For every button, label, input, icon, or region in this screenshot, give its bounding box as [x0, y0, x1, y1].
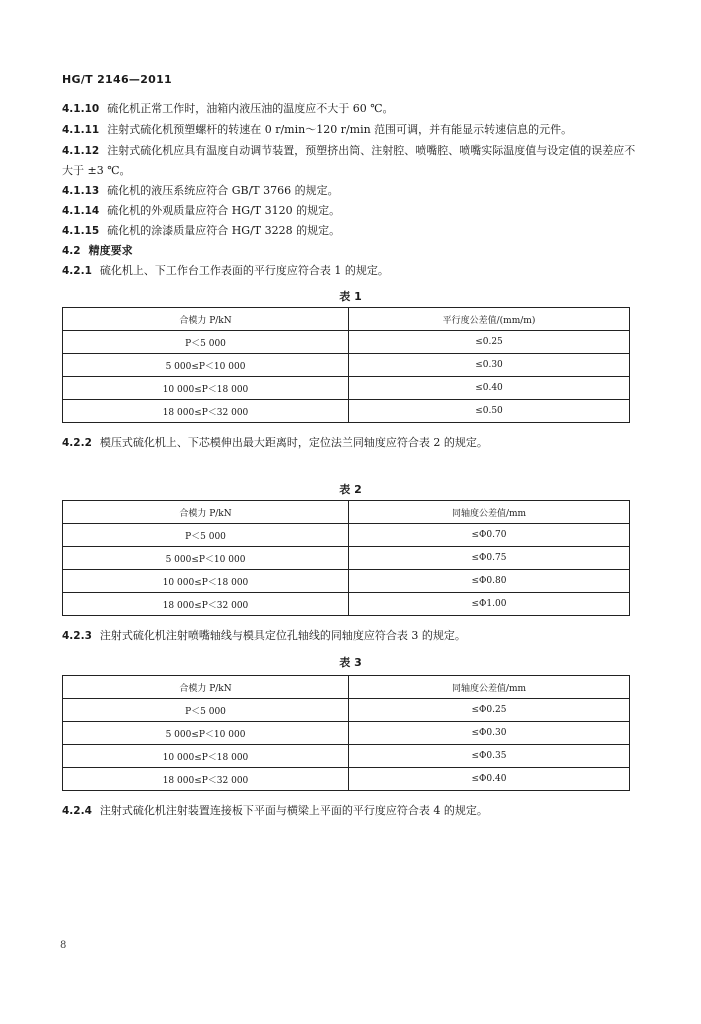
- clause-text: 硫化机正常工作时，油箱内液压油的温度应不大于 60 ℃。: [107, 102, 394, 115]
- table-cell: ≤Φ0.35: [349, 745, 630, 768]
- clause-number: 4.1.15: [62, 225, 100, 237]
- table-cell: ≤Φ1.00: [349, 593, 630, 616]
- clause-4-2-2: [62, 433, 637, 453]
- table-1-caption: 表 1: [339, 290, 362, 303]
- clause-4-1-10: [62, 99, 637, 119]
- table-cell: P＜5 000: [63, 331, 349, 354]
- clause-number: 4.2.1: [62, 265, 92, 277]
- table-cell: ≤Φ0.40: [349, 768, 630, 791]
- table-cell: P＜5 000: [63, 699, 349, 722]
- table-cell: ≤Φ0.30: [349, 722, 630, 745]
- header-cell: 合模力 P/kN: [63, 676, 349, 699]
- clause-4-2-3: [62, 626, 637, 646]
- table-cell: 10 000≤P＜18 000: [63, 377, 349, 400]
- clause-number: 4.1.12: [62, 145, 100, 157]
- table-cell: 10 000≤P＜18 000: [63, 745, 349, 768]
- table-2: [62, 500, 630, 616]
- table-cell: 10 000≤P＜18 000: [63, 570, 349, 593]
- table-row: [63, 400, 630, 423]
- table-cell: 18 000≤P＜32 000: [63, 400, 349, 423]
- table-cell: P＜5 000: [63, 524, 349, 547]
- clause-number: 4.2: [62, 245, 81, 257]
- table-cell: ≤Φ0.70: [349, 524, 630, 547]
- table-header-row: [63, 308, 630, 331]
- clause-number: 4.2.3: [62, 630, 92, 642]
- table-cell: 18 000≤P＜32 000: [63, 593, 349, 616]
- table-cell: 5 000≤P＜10 000: [63, 354, 349, 377]
- clause-text: 硫化机上、下工作台工作表面的平行度应符合表 1 的规定。: [99, 264, 389, 277]
- clause-number: 4.2.2: [62, 437, 92, 449]
- clause-text: 模压式硫化机上、下芯模伸出最大距离时，定位法兰同轴度应符合表 2 的规定。: [99, 436, 488, 449]
- table-cell: ≤0.30: [349, 354, 630, 377]
- header-cell: 同轴度公差值/mm: [349, 676, 630, 699]
- table-cell: 18 000≤P＜32 000: [63, 768, 349, 791]
- table-row: [63, 377, 630, 400]
- table-row: [63, 524, 630, 547]
- clause-4-1-15: [62, 221, 637, 241]
- clause-4-2-1: [62, 261, 637, 281]
- table-3: [62, 675, 630, 791]
- table-header-row: [63, 676, 630, 699]
- section-4-2: [62, 241, 637, 261]
- clause-text: 注射式硫化机应具有温度自动调节装置，预塑挤出筒、注射腔、喷嘴腔、喷嘴实际温度值与设定值的误差应不大于 ±3 ℃。: [62, 144, 636, 177]
- table-1: [62, 307, 630, 423]
- table-row: [63, 768, 630, 791]
- clause-number: 4.1.10: [62, 103, 100, 115]
- clause-text: 注射式硫化机注射装置连接板下平面与横梁上平面的平行度应符合表 4 的规定。: [99, 804, 488, 817]
- table-3-caption: 表 3: [339, 656, 362, 669]
- table-header-row: [63, 501, 630, 524]
- table-cell: ≤0.50: [349, 400, 630, 423]
- header-cell: 平行度公差值/(mm/m): [349, 308, 630, 331]
- table-cell: 5 000≤P＜10 000: [63, 547, 349, 570]
- table-cell: 5 000≤P＜10 000: [63, 722, 349, 745]
- table-cell: ≤0.25: [349, 331, 630, 354]
- clause-number: 4.1.14: [62, 205, 100, 217]
- table-cell: ≤0.40: [349, 377, 630, 400]
- clause-4-1-12: [62, 141, 637, 180]
- table-row: [63, 331, 630, 354]
- table-row: [63, 722, 630, 745]
- table-cell: ≤Φ0.25: [349, 699, 630, 722]
- table-row: [63, 699, 630, 722]
- clause-text: 硫化机的涂漆质量应符合 HG/T 3228 的规定。: [107, 224, 341, 237]
- document-header: HG/T 2146—2011: [62, 73, 173, 86]
- table-cell: ≤Φ0.75: [349, 547, 630, 570]
- table-row: [63, 745, 630, 768]
- clause-text: 注射式硫化机预塑螺杆的转速在 0 r/min～120 r/min 范围可调，并有能显示转速信息的元件。: [107, 123, 573, 136]
- clause-text: 注射式硫化机注射喷嘴轴线与模具定位孔轴线的同轴度应符合表 3 的规定。: [99, 629, 466, 642]
- clause-4-1-14: [62, 201, 637, 221]
- header-cell: 合模力 P/kN: [63, 501, 349, 524]
- table-row: [63, 570, 630, 593]
- header-cell: 同轴度公差值/mm: [349, 501, 630, 524]
- clause-number: 4.1.13: [62, 185, 100, 197]
- clause-number: 4.2.4: [62, 805, 92, 817]
- clause-4-2-4: [62, 801, 637, 821]
- table-cell: ≤Φ0.80: [349, 570, 630, 593]
- table-row: [63, 547, 630, 570]
- clause-number: 4.1.11: [62, 124, 100, 136]
- header-cell: 合模力 P/kN: [63, 308, 349, 331]
- table-row: [63, 593, 630, 616]
- page-number: 8: [60, 940, 67, 951]
- table-2-caption: 表 2: [339, 483, 362, 496]
- table-row: [63, 354, 630, 377]
- clause-text: 硫化机的液压系统应符合 GB/T 3766 的规定。: [107, 184, 339, 197]
- clause-4-1-13: [62, 181, 637, 201]
- clause-4-1-11: [62, 120, 637, 140]
- section-title: 精度要求: [88, 244, 133, 257]
- clause-text: 硫化机的外观质量应符合 HG/T 3120 的规定。: [107, 204, 341, 217]
